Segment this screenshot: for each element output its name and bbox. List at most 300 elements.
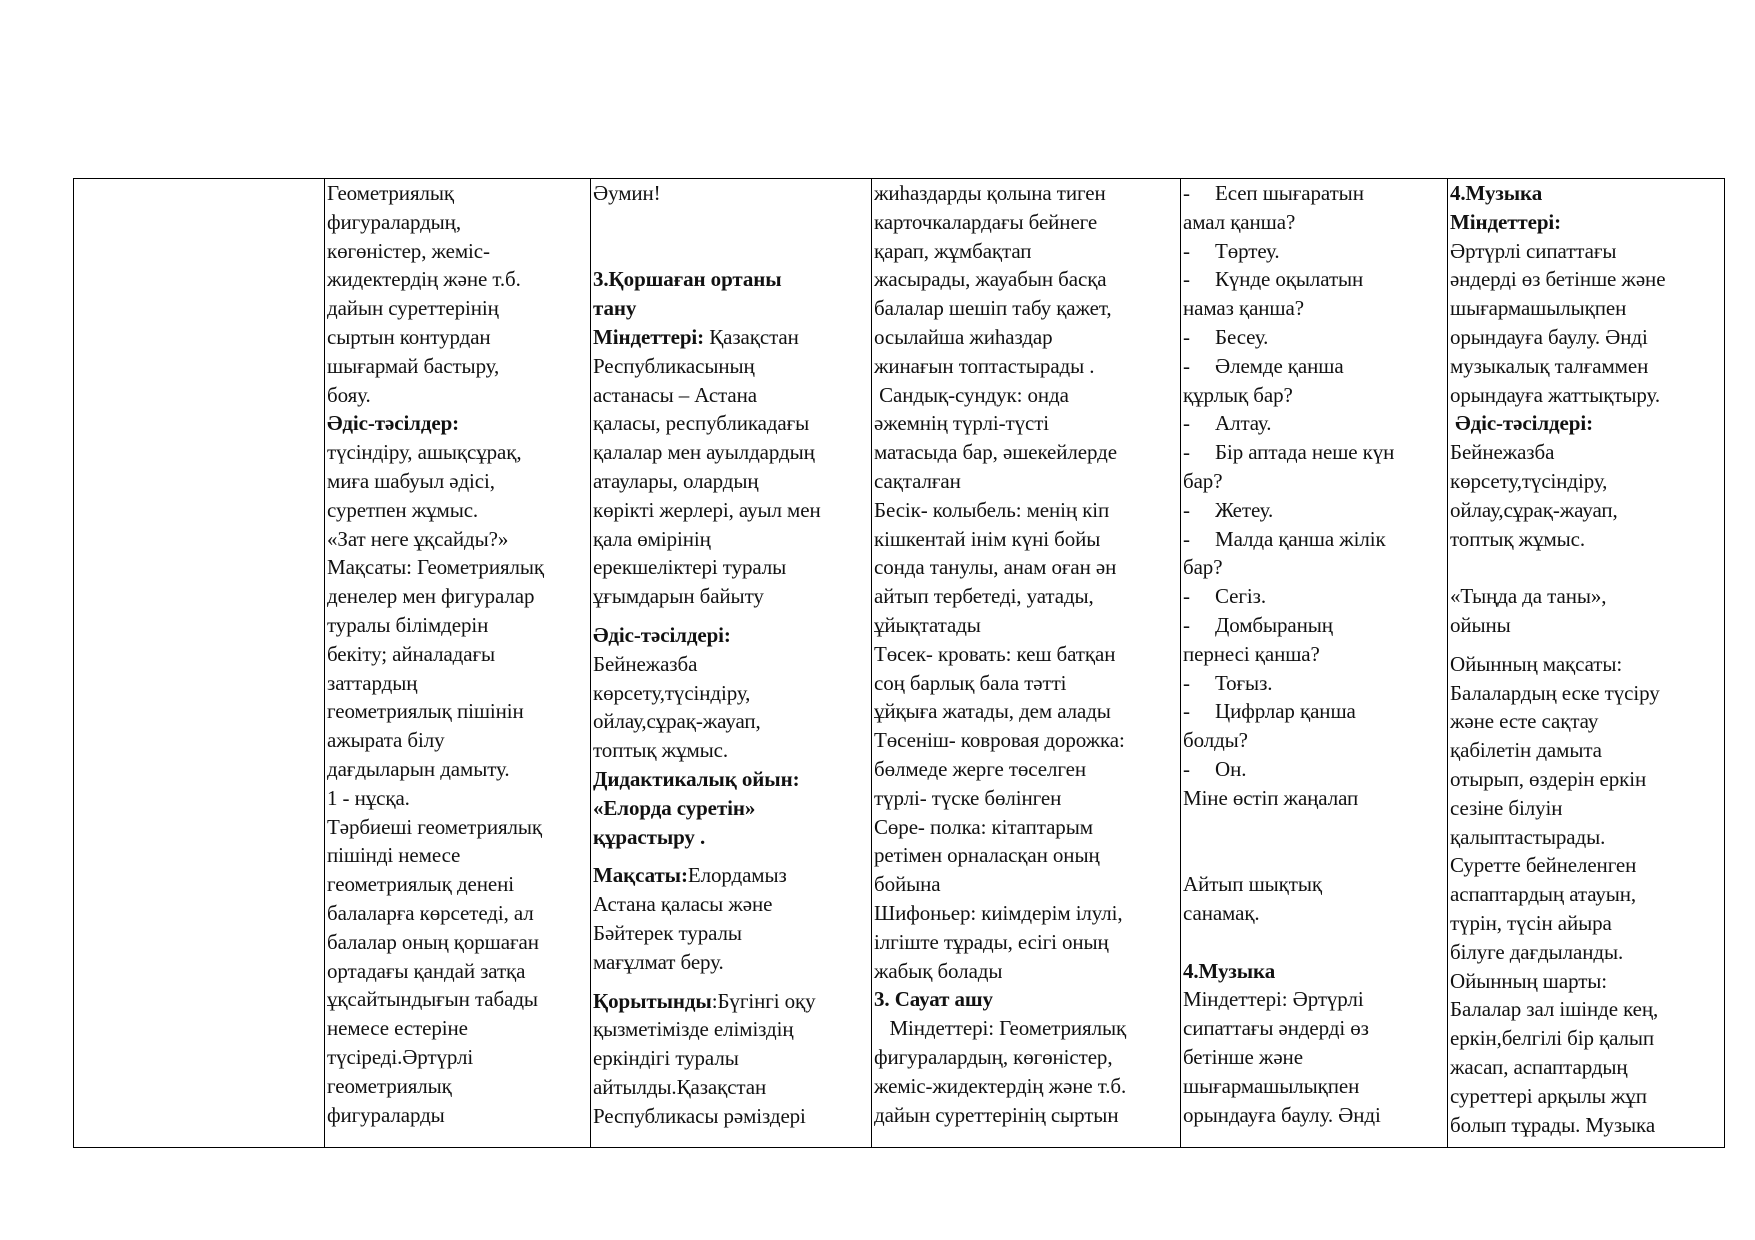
body-text: Балалар зал ішінде кең, — [1450, 997, 1659, 1022]
text-line — [1450, 237, 1723, 266]
body-text: Төсеніш- ковровая дорожка: — [874, 728, 1125, 753]
body-text: балаларға көрсетеді, ал — [327, 900, 534, 925]
body-text: әжемнің түрлі-түсті — [874, 411, 1050, 436]
text-line — [874, 985, 1179, 1014]
body-text: фигуралардың, — [327, 209, 461, 234]
body-text: Сегіз. — [1215, 584, 1266, 609]
body-text: қызметімізде еліміздің — [593, 1017, 794, 1042]
column-2-cell — [325, 179, 591, 1148]
body-text: Міндеттері: Геометриялық — [874, 1016, 1127, 1041]
text-line — [874, 1072, 1179, 1101]
body-text: еркіндігі туралы — [593, 1046, 739, 1071]
text-line — [327, 496, 589, 525]
body-text: жасап, аспаптардың — [1450, 1054, 1628, 1079]
text-line — [874, 582, 1179, 611]
spacer — [1450, 640, 1723, 650]
body-text: және есте сақтау — [1450, 709, 1599, 734]
text-line — [874, 1043, 1179, 1072]
text-line — [1450, 995, 1723, 1024]
body-text: білуге дағдыланды. — [1450, 939, 1624, 964]
text-line — [1183, 323, 1446, 352]
text-line — [327, 985, 589, 1014]
body-text: Айтып шықтық — [1183, 872, 1322, 897]
text-line — [327, 294, 589, 323]
column-5-cell — [1181, 179, 1448, 1148]
body-text: пішінді немесе — [327, 843, 461, 868]
text-line — [593, 948, 870, 977]
text-line — [1450, 208, 1723, 237]
body-text: миға шабуыл әдісі, — [327, 468, 495, 493]
text-line — [327, 525, 589, 554]
body-text: Төсек- кровать: кеш батқан — [874, 641, 1116, 666]
list-dash: - — [1183, 497, 1190, 522]
text-line — [874, 928, 1179, 957]
body-text: пернесі қанша? — [1183, 641, 1320, 666]
text-line — [593, 409, 870, 438]
text-line — [1450, 1053, 1723, 1082]
empty-first-column — [74, 179, 325, 1148]
body-text: суреттері арқылы жұп — [1450, 1083, 1647, 1108]
body-text: Сандық-сундук: онда — [874, 382, 1069, 407]
text-line — [1183, 179, 1446, 208]
text-line — [874, 208, 1179, 237]
body-text: бар? — [1183, 555, 1223, 580]
body-text: «Тыңда да таны», — [1450, 584, 1607, 609]
body-text: болды? — [1183, 728, 1248, 753]
column-6-cell — [1448, 179, 1725, 1148]
body-text: құрлық бар? — [1183, 382, 1293, 407]
body-text: суретпен жұмыс. — [327, 497, 479, 522]
body-text: сақталған — [874, 468, 961, 493]
blank-line — [1183, 928, 1446, 957]
text-line — [593, 381, 870, 410]
text-line — [1183, 870, 1446, 899]
list-dash: - — [1183, 238, 1190, 263]
body-text: Ойынның мақсаты: — [1450, 651, 1623, 676]
text-line — [593, 679, 870, 708]
body-text: қаласы, республикадағы — [593, 411, 810, 436]
text-line — [1450, 909, 1723, 938]
text-line — [874, 496, 1179, 525]
blank-line — [593, 237, 870, 266]
text-line — [327, 841, 589, 870]
heading-text: Әдіс-тәсілдер: — [327, 411, 460, 436]
body-text: бөлмеде жерге төселген — [874, 756, 1086, 781]
text-line — [1450, 679, 1723, 708]
text-line — [327, 1043, 589, 1072]
text-line — [1183, 697, 1446, 726]
text-line — [1450, 1082, 1723, 1111]
text-line — [874, 813, 1179, 842]
list-dash: - — [1183, 612, 1190, 637]
text-line — [327, 467, 589, 496]
body-text: түсіреді.Әртүрлі — [327, 1044, 474, 1069]
body-text: әндерді өз бетінше және — [1450, 267, 1666, 292]
body-text: қалалар мен ауылдардың — [593, 440, 815, 465]
body-text: жинағын топтастырады . — [874, 353, 1095, 378]
text-line — [593, 438, 870, 467]
body-text: жабық болады — [874, 958, 1003, 983]
text-line — [874, 525, 1179, 554]
body-text: еркін,белгілі бір қалып — [1450, 1026, 1655, 1051]
body-text: Тоғыз. — [1215, 670, 1273, 695]
body-text: фигураларды — [327, 1102, 445, 1127]
text-line — [1450, 851, 1723, 880]
text-line — [327, 179, 589, 208]
text-line — [593, 323, 870, 352]
text-line — [874, 726, 1179, 755]
body-text: Жетеу. — [1215, 497, 1274, 522]
body-text: соң барлық бала тәтті — [874, 670, 1067, 695]
list-dash: - — [1183, 324, 1190, 349]
text-line — [1183, 438, 1446, 467]
body-text: түрін, түсін айыра — [1450, 910, 1612, 935]
text-line — [1183, 755, 1446, 784]
body-text: Есеп шығаратын — [1215, 181, 1364, 205]
body-text: Балалардың еске түсіру — [1450, 680, 1660, 705]
body-text: 1 - нұсқа. — [327, 785, 410, 810]
body-text: Малда қанша жілік — [1215, 526, 1386, 551]
body-text: ретімен орналасқан оның — [874, 843, 1100, 868]
body-text: Күнде оқылатын — [1215, 267, 1364, 292]
text-line — [327, 323, 589, 352]
list-dash: - — [1183, 353, 1190, 378]
text-line — [593, 707, 870, 736]
blank-line — [1183, 813, 1446, 842]
text-line — [874, 697, 1179, 726]
text-line — [593, 736, 870, 765]
text-line — [1450, 823, 1723, 852]
text-line — [1183, 640, 1446, 669]
body-text: Бесік- колыбель: менің кіп — [874, 497, 1110, 522]
body-text: ортадағы қандай затқа — [327, 958, 526, 983]
text-line — [874, 841, 1179, 870]
blank-line — [593, 208, 870, 237]
body-text: ұйқыға жатады, дем алады — [874, 699, 1111, 724]
list-dash: - — [1183, 670, 1190, 695]
heading-text: Міндеттері: — [1450, 209, 1562, 234]
heading-text: тану — [593, 296, 637, 321]
body-text: геометриялық — [327, 1073, 452, 1098]
text-line — [327, 208, 589, 237]
text-line — [1450, 650, 1723, 679]
body-text: қалыптастырады. — [1450, 824, 1606, 849]
plan-table — [73, 178, 1725, 1148]
body-text: сезіне білуін — [1450, 795, 1563, 820]
text-line — [327, 265, 589, 294]
body-text: Суретте бейнеленген — [1450, 853, 1637, 878]
column-4-cell — [872, 179, 1181, 1148]
text-line — [1450, 467, 1723, 496]
body-text: балалар оның қоршаған — [327, 929, 539, 954]
text-line — [327, 1014, 589, 1043]
body-text: денелер мен фигуралар — [327, 584, 535, 609]
text-line — [327, 899, 589, 928]
body-text: Бейнежазба — [1450, 440, 1555, 465]
text-line — [327, 640, 589, 669]
text-line — [593, 467, 870, 496]
body-text: Тәрбиеші геометриялық — [327, 814, 543, 839]
text-line — [1450, 611, 1723, 640]
body-text: ойлау,сұрақ-жауап, — [593, 709, 761, 734]
text-line — [1450, 352, 1723, 381]
body-text: кішкентай інім күні бойы — [874, 526, 1101, 551]
text-line — [1183, 957, 1446, 986]
text-line — [593, 1044, 870, 1073]
body-text: Домбыраның — [1215, 612, 1333, 637]
body-text: топтық жұмыс. — [593, 738, 729, 763]
text-line — [874, 467, 1179, 496]
body-text: немесе естеріне — [327, 1016, 468, 1041]
list-dash: - — [1183, 699, 1190, 724]
body-text: болып тұрады. Музыка — [1450, 1112, 1656, 1137]
body-text: Шифоньер: киімдерім ілулі, — [874, 900, 1123, 925]
body-text: санамақ. — [1183, 900, 1260, 925]
bold-label: Қорытынды — [593, 988, 712, 1013]
body-text: аспаптардың атауын, — [1450, 882, 1637, 907]
text-line — [593, 352, 870, 381]
body-text: бар? — [1183, 468, 1223, 493]
body-text: түсіндіру, ашықсұрақ, — [327, 440, 522, 465]
text-line — [1450, 880, 1723, 909]
text-line — [1183, 582, 1446, 611]
body-text: Республикасы рәміздері — [593, 1103, 806, 1128]
body-text: түрлі- түске бөлінген — [874, 785, 1062, 810]
text-line — [1450, 736, 1723, 765]
text-line — [1450, 1111, 1723, 1140]
text-line — [1183, 237, 1446, 266]
text-line — [593, 919, 870, 948]
text-line — [1450, 179, 1723, 208]
body-text: ерекшеліктері туралы — [593, 555, 787, 580]
text-line — [1450, 765, 1723, 794]
body-text: жеміс-жидектердің және т.б. — [874, 1073, 1127, 1098]
body-text: көрсету,түсіндіру, — [593, 680, 751, 705]
body-text: Әлемде қанша — [1215, 353, 1344, 378]
body-text: жиһаздарды қолына тиген — [874, 181, 1106, 205]
text-line — [327, 438, 589, 467]
text-line — [874, 669, 1179, 698]
body-text: Сөре- полка: кітаптарым — [874, 814, 1093, 839]
body-text: геометриялық денені — [327, 872, 514, 897]
text-line — [327, 1072, 589, 1101]
text-line — [1183, 1014, 1446, 1043]
text-line — [874, 957, 1179, 986]
text-line — [1183, 1072, 1446, 1101]
body-text: шығармашылықпен — [1183, 1073, 1360, 1098]
text-line — [327, 553, 589, 582]
text-line — [593, 496, 870, 525]
text-line — [327, 755, 589, 784]
text-line — [874, 294, 1179, 323]
text-line — [1450, 1024, 1723, 1053]
heading-text: Әдіс-тәсілдері: — [1450, 411, 1593, 436]
body-text: Астана қаласы және — [593, 892, 773, 917]
body-text: дайын суреттерінің сыртын — [874, 1102, 1119, 1127]
text-line — [1183, 669, 1446, 698]
body-text: көрікті жерлері, ауыл мен — [593, 497, 821, 522]
text-line — [874, 553, 1179, 582]
spacer — [593, 977, 870, 987]
text-line — [327, 582, 589, 611]
text-line — [1183, 467, 1446, 496]
text-line — [1450, 496, 1723, 525]
text-line — [593, 1102, 870, 1131]
text-line — [593, 765, 870, 794]
body-text: орындауға баулу. Әнді — [1450, 324, 1648, 349]
body-text: айтып тербетеді, уатады, — [874, 584, 1094, 609]
body-text: көгөністер, жеміс- — [327, 238, 490, 263]
blank-line — [1450, 553, 1723, 582]
list-dash: - — [1183, 181, 1190, 205]
body-text: Қазақстан — [704, 324, 799, 349]
text-line — [593, 794, 870, 823]
text-line — [874, 640, 1179, 669]
body-text: карточкалардағы бейнеге — [874, 209, 1098, 234]
body-text: бояу. — [327, 382, 371, 407]
text-line — [593, 553, 870, 582]
body-text: музыкалық талғаммен — [1450, 353, 1649, 378]
text-line — [327, 669, 589, 698]
body-text: шығармай бастыру, — [327, 353, 500, 378]
heading-text: құрастыру . — [593, 824, 706, 849]
body-text: намаз қанша? — [1183, 296, 1304, 321]
body-text: фигуралардың, көгөністер, — [874, 1044, 1113, 1069]
text-line — [1183, 899, 1446, 928]
body-text: ұғымдарын байыту — [593, 584, 764, 609]
text-line — [874, 899, 1179, 928]
text-line — [327, 928, 589, 957]
text-line — [874, 1101, 1179, 1130]
text-line — [1183, 352, 1446, 381]
table-row — [74, 179, 1725, 1148]
heading-text: Әдіс-тәсілдері: — [593, 622, 731, 647]
body-text: Міне өстіп жаңалап — [1183, 785, 1359, 810]
body-text: жидектердің және т.б. — [327, 267, 521, 292]
text-line — [874, 755, 1179, 784]
text-line — [327, 1101, 589, 1130]
body-text: Он. — [1215, 756, 1247, 781]
text-line — [1183, 381, 1446, 410]
blank-line — [1183, 841, 1446, 870]
text-line — [593, 650, 870, 679]
spacer — [593, 611, 870, 621]
spacer — [593, 851, 870, 861]
body-text: қала өмірінің — [593, 526, 711, 551]
text-line — [874, 409, 1179, 438]
body-text: Бейнежазба — [593, 651, 698, 676]
text-line — [1183, 496, 1446, 525]
bold-label: Мақсаты: — [593, 863, 688, 888]
body-text: бойына — [874, 872, 941, 897]
body-text: матасыда бар, әшекейлерде — [874, 440, 1117, 465]
body-text: Төртеу. — [1215, 238, 1280, 263]
body-text: Геометриялық — [327, 181, 454, 205]
text-line — [593, 294, 870, 323]
text-line — [1450, 323, 1723, 352]
body-text: ойлау,сұрақ-жауап, — [1450, 497, 1618, 522]
body-text: ойыны — [1450, 612, 1511, 637]
body-text: дағдыларын дамыту. — [327, 756, 510, 781]
body-text: дайын суреттерінің — [327, 296, 499, 321]
text-line — [1450, 294, 1723, 323]
column-3-cell — [591, 179, 872, 1148]
text-line — [327, 237, 589, 266]
body-text: «Зат неге ұқсайды?» — [327, 526, 509, 551]
body-text: заттардың — [327, 670, 418, 695]
body-text: осылайша жиһаздар — [874, 324, 1053, 349]
body-text: бетінше және — [1183, 1044, 1303, 1069]
body-text: ілгіште тұрады, есігі оның — [874, 929, 1109, 954]
text-line — [874, 323, 1179, 352]
text-line — [874, 784, 1179, 813]
body-text: атаулары, олардың — [593, 468, 759, 493]
body-text: көрсету,түсіндіру, — [1450, 468, 1608, 493]
text-line — [874, 237, 1179, 266]
heading-text: «Елорда суретін» — [593, 795, 756, 820]
list-dash: - — [1183, 526, 1190, 551]
list-dash: - — [1183, 756, 1190, 781]
body-text: Бесеу. — [1215, 324, 1269, 349]
text-line — [874, 381, 1179, 410]
body-text: Республикасының — [593, 353, 755, 378]
body-text: ұйықтатады — [874, 612, 981, 637]
text-line — [1450, 438, 1723, 467]
body-text: Әумин! — [593, 181, 661, 205]
body-text: Елордамыз — [687, 863, 787, 888]
text-line — [327, 813, 589, 842]
list-dash: - — [1183, 584, 1190, 609]
body-text: отырып, өздерін еркін — [1450, 766, 1647, 791]
text-line — [593, 890, 870, 919]
body-text: ажырата білу — [327, 728, 445, 753]
body-text: Міндеттері: Әртүрлі — [1183, 987, 1364, 1012]
text-line — [593, 265, 870, 294]
text-line — [1183, 1101, 1446, 1130]
text-line — [1450, 582, 1723, 611]
body-text: қабілетін дамыта — [1450, 738, 1602, 763]
body-text: туралы білімдерін — [327, 612, 489, 637]
heading-text: 3. Сауат ашу — [874, 987, 993, 1012]
body-text: Ойынның шарты: — [1450, 968, 1608, 993]
body-text: геометриялық пішінін — [327, 699, 524, 724]
body-text: астанасы – Астана — [593, 382, 757, 407]
text-line — [1183, 726, 1446, 755]
text-line — [1450, 967, 1723, 996]
body-text: сонда танулы, анам оған ән — [874, 555, 1117, 580]
text-line — [593, 582, 870, 611]
heading-text: 4.Музыка — [1183, 958, 1276, 983]
text-line — [327, 726, 589, 755]
text-line — [593, 525, 870, 554]
text-line — [1450, 794, 1723, 823]
body-text: Алтау. — [1215, 411, 1272, 436]
heading-text: 4.Музыка — [1450, 181, 1543, 205]
body-text: балалар шешіп табу қажет, — [874, 296, 1112, 321]
text-line — [1450, 409, 1723, 438]
text-line — [1183, 409, 1446, 438]
list-dash: - — [1183, 440, 1190, 465]
body-text: Мақсаты: Геометриялық — [327, 555, 545, 580]
body-text: айтылды.Қазақстан — [593, 1074, 767, 1099]
text-line — [1183, 265, 1446, 294]
text-line — [1450, 381, 1723, 410]
list-dash: - — [1183, 411, 1190, 436]
body-text: Бір аптада неше күн — [1215, 440, 1395, 465]
text-line — [874, 265, 1179, 294]
body-text: :Бүгінгі оқу — [711, 988, 816, 1013]
body-text: Бәйтерек туралы — [593, 920, 742, 945]
